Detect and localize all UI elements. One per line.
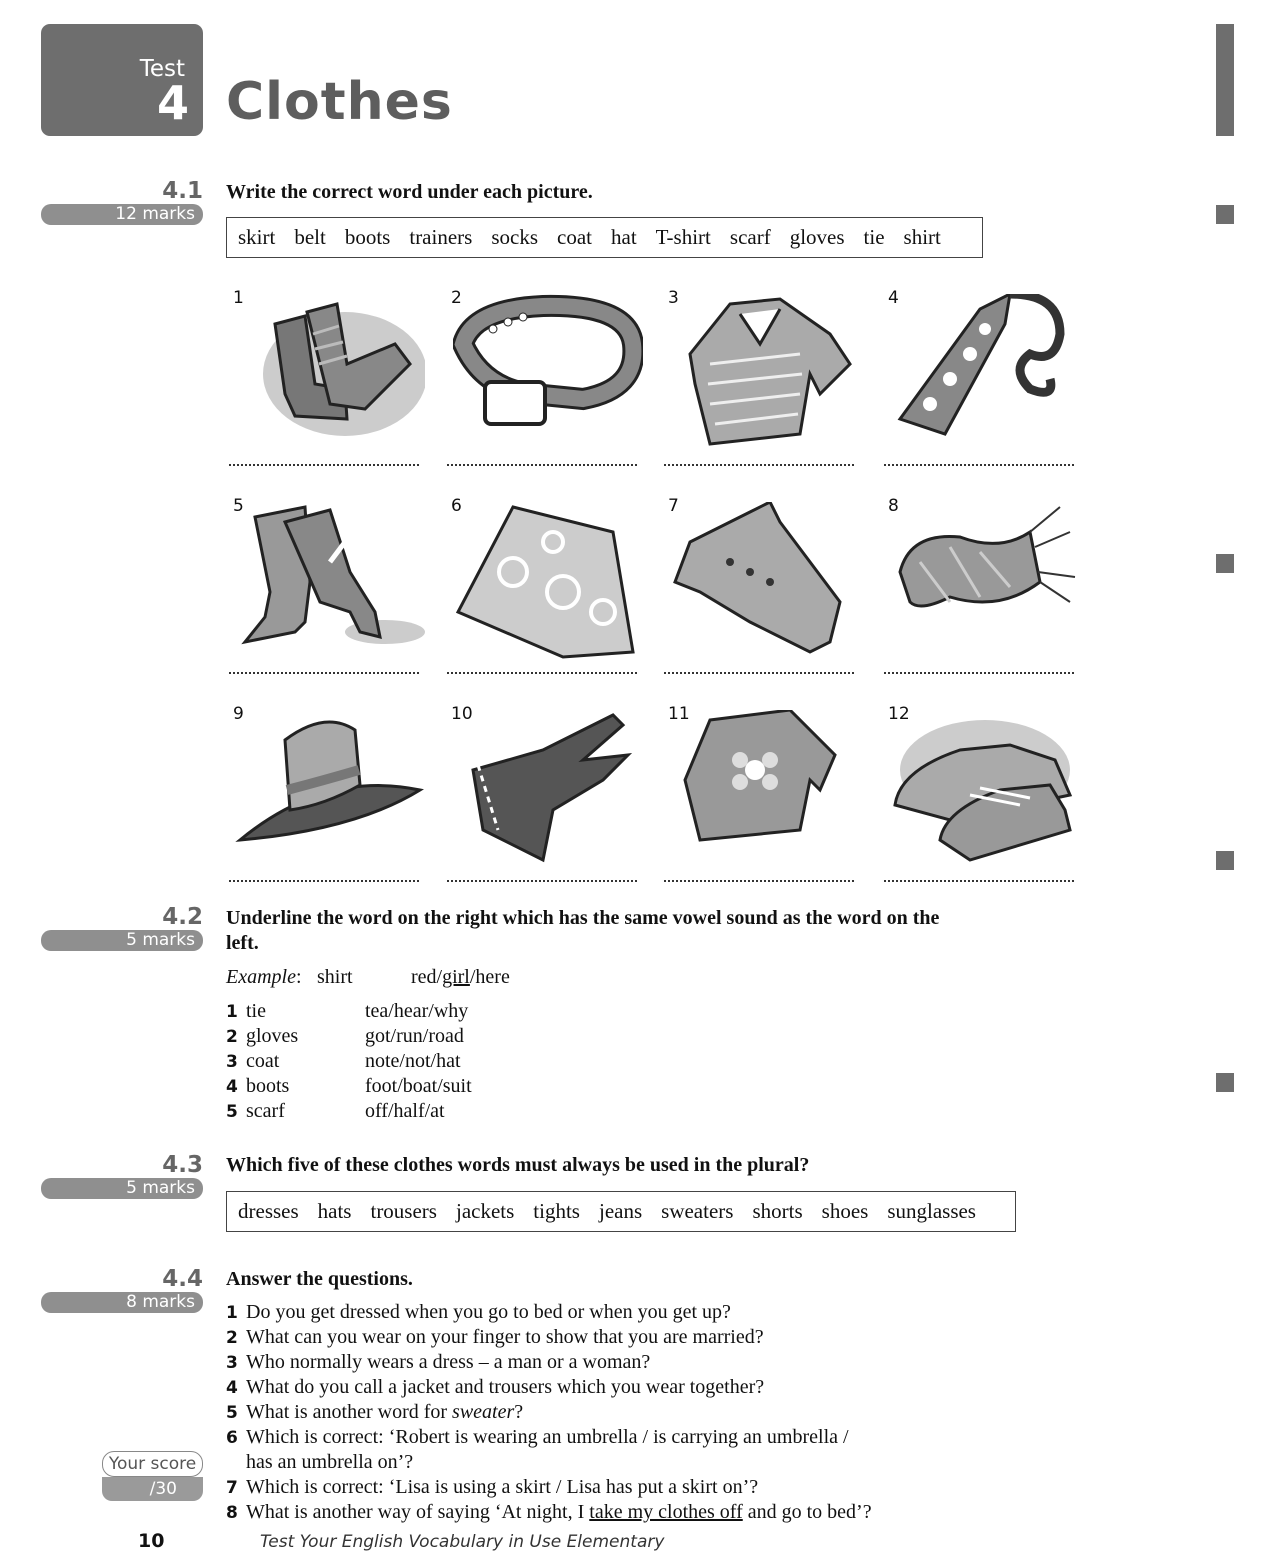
- word-box-item: hat: [611, 225, 637, 249]
- word-box-item: skirt: [238, 225, 276, 249]
- example-answer: girl: [442, 966, 470, 988]
- answer-line[interactable]: [884, 880, 1074, 882]
- instruction: Answer the questions.: [226, 1268, 413, 1290]
- question-text: What do you call a jacket and trousers which you wear together?: [246, 1376, 765, 1398]
- item-options[interactable]: tea/hear/why: [365, 1000, 469, 1022]
- item-word: boots: [246, 1075, 290, 1097]
- coat-icon: [670, 502, 860, 662]
- question-number: 2: [226, 1328, 238, 1348]
- picture-item: [229, 704, 419, 894]
- picture-number: 1: [233, 288, 244, 308]
- question-text: Which is correct: ‘Lisa is using a skirt / Lisa has put a skirt on’?: [246, 1476, 759, 1498]
- picture-number: 6: [451, 496, 462, 516]
- picture-number: 2: [451, 288, 462, 308]
- picture-number: 11: [668, 704, 690, 724]
- vowel-item: [226, 1050, 461, 1073]
- example-colon: :: [295, 966, 302, 988]
- trainers-icon: [890, 710, 1080, 870]
- word-box-item: jeans: [598, 1199, 643, 1223]
- picture-number: 5: [233, 496, 244, 516]
- picture-item: [447, 288, 637, 478]
- test-number: 4: [156, 76, 189, 130]
- marks-badge: 8 marks: [41, 1292, 203, 1313]
- word-box-item: scarf: [729, 225, 771, 249]
- answer-line[interactable]: [229, 464, 419, 466]
- word-box-item: trainers: [409, 225, 473, 249]
- picture-number: 9: [233, 704, 244, 724]
- answer-line[interactable]: [664, 672, 854, 674]
- item-word: gloves: [246, 1025, 299, 1047]
- instruction: Which five of these clothes words must always be used in the plural?: [226, 1154, 810, 1176]
- answer-line[interactable]: [447, 880, 637, 882]
- question-number: 1: [226, 1303, 238, 1323]
- section-number: 4.1: [162, 178, 203, 204]
- side-marker: [1216, 554, 1234, 573]
- page-title: Clothes: [226, 72, 453, 132]
- picture-number: 4: [888, 288, 899, 308]
- picture-item: [884, 496, 1074, 686]
- word-box-item: belt: [294, 225, 326, 249]
- question-number: 4: [226, 1378, 238, 1398]
- word-box-item: jackets: [455, 1199, 515, 1223]
- section-number: 4.2: [162, 904, 203, 930]
- question-number: 6: [226, 1428, 238, 1448]
- item-options[interactable]: foot/boat/suit: [365, 1075, 472, 1097]
- word-box-item: coat: [557, 225, 592, 249]
- tshirt-icon: [670, 710, 860, 870]
- question: [226, 1326, 764, 1349]
- boots-icon: [235, 502, 425, 662]
- word-box-item: socks: [491, 225, 539, 249]
- answer-line[interactable]: [229, 880, 419, 882]
- answer-line[interactable]: [447, 464, 637, 466]
- scarf-icon: [890, 502, 1080, 662]
- test-label-box: [41, 24, 203, 136]
- question: [226, 1401, 523, 1424]
- vowel-item: [226, 1100, 445, 1123]
- word-box-item: shoes: [821, 1199, 869, 1223]
- score-label: Your score: [102, 1451, 203, 1477]
- socks-icon: [235, 294, 425, 454]
- example-option: /here: [469, 966, 510, 988]
- book-title: Test Your English Vocabulary in Use Elementary: [260, 1532, 665, 1552]
- picture-item: [229, 288, 419, 478]
- example-option: red/: [411, 966, 443, 988]
- picture-item: [664, 288, 854, 478]
- section-number: 4.4: [162, 1266, 203, 1292]
- question-text: Who normally wears a dress – a man or a woman?: [246, 1351, 651, 1373]
- question-number: 7: [226, 1478, 238, 1498]
- item-word: coat: [246, 1050, 280, 1072]
- tie-icon: [890, 294, 1080, 454]
- picture-number: 3: [668, 288, 679, 308]
- word-box-item: sunglasses: [887, 1199, 976, 1223]
- picture-item: [664, 496, 854, 686]
- word-box-item: trousers: [370, 1199, 437, 1223]
- instruction: Underline the word on the right which has the same vowel sound as the word on the: [226, 907, 940, 929]
- skirt-icon: [453, 502, 643, 662]
- question-italic: sweater: [452, 1401, 515, 1423]
- side-marker: [1216, 851, 1234, 870]
- vowel-item: [226, 1000, 469, 1023]
- question: [226, 1476, 758, 1499]
- side-tab-bar: [1216, 24, 1234, 136]
- gloves-icon: [453, 710, 643, 870]
- question-text: Do you get dressed when you go to bed or when you get up?: [246, 1301, 731, 1323]
- belt-icon: [453, 294, 643, 454]
- answer-line[interactable]: [664, 464, 854, 466]
- question-text-end: ?: [514, 1401, 524, 1423]
- score-box: [102, 1451, 203, 1501]
- question: [226, 1301, 731, 1324]
- item-number: 3: [226, 1052, 238, 1072]
- example-label: Example: [226, 966, 296, 988]
- instruction: Write the correct word under each picture.: [226, 181, 593, 203]
- question-underlined: take my clothes off: [589, 1501, 743, 1523]
- word-box: [226, 217, 983, 258]
- question-text-end: and go to bed’?: [742, 1501, 872, 1523]
- word-box: [226, 1191, 1016, 1232]
- word-box-item: boots: [344, 225, 391, 249]
- vowel-item: [226, 1075, 472, 1098]
- question: [226, 1351, 650, 1374]
- page-number: 10: [138, 1530, 165, 1552]
- item-number: 2: [226, 1027, 238, 1047]
- hat-icon: [235, 710, 425, 870]
- example-line: [226, 966, 510, 989]
- side-marker: [1216, 205, 1234, 224]
- question: [226, 1501, 872, 1524]
- answer-line[interactable]: [229, 672, 419, 674]
- word-box-item: shorts: [752, 1199, 803, 1223]
- item-number: 1: [226, 1002, 238, 1022]
- section-number: 4.3: [162, 1152, 203, 1178]
- item-number: 5: [226, 1102, 238, 1122]
- word-box-item: tie: [863, 225, 885, 249]
- question-text: What can you wear on your finger to show that you are married?: [246, 1326, 764, 1348]
- marks-badge: 5 marks: [41, 1178, 203, 1199]
- question-text: What is another way of saying ‘At night, I: [246, 1501, 590, 1523]
- word-box-item: T-shirt: [655, 225, 711, 249]
- word-box-item: hats: [317, 1199, 352, 1223]
- picture-number: 7: [668, 496, 679, 516]
- picture-item: [447, 704, 637, 894]
- word-box-item: dresses: [238, 1199, 299, 1223]
- example-word: shirt: [317, 966, 353, 988]
- score-total[interactable]: /30: [102, 1477, 203, 1501]
- test-word: Test: [139, 56, 185, 82]
- picture-item: [884, 704, 1074, 894]
- question-text: Which is correct: ‘Robert is wearing an umbrella / is carrying an umbrella /: [246, 1426, 849, 1448]
- question-continued: has an umbrella on’?: [246, 1451, 414, 1473]
- answer-line[interactable]: [664, 880, 854, 882]
- picture-number: 10: [451, 704, 473, 724]
- word-box-item: shirt: [903, 225, 941, 249]
- marks-badge: 5 marks: [41, 930, 203, 951]
- question: [226, 1426, 849, 1449]
- item-word: tie: [246, 1000, 266, 1022]
- question: [226, 1376, 764, 1399]
- question-number: 3: [226, 1353, 238, 1373]
- marks-badge: 12 marks: [41, 204, 203, 225]
- picture-item: [664, 704, 854, 894]
- picture-item: [229, 496, 419, 686]
- item-options[interactable]: note/not/hat: [365, 1050, 461, 1072]
- shirt-icon: [670, 294, 860, 454]
- answer-line[interactable]: [884, 464, 1074, 466]
- word-box-item: gloves: [789, 225, 845, 249]
- picture-number: 12: [888, 704, 910, 724]
- item-word: scarf: [246, 1100, 285, 1122]
- vowel-item: [226, 1025, 464, 1048]
- word-box-item: tights: [533, 1199, 580, 1223]
- question-number: 5: [226, 1403, 238, 1423]
- item-options[interactable]: got/run/road: [365, 1025, 464, 1047]
- picture-number: 8: [888, 496, 899, 516]
- answer-line[interactable]: [447, 672, 637, 674]
- question-number: 8: [226, 1503, 238, 1523]
- word-box-item: sweaters: [661, 1199, 734, 1223]
- item-number: 4: [226, 1077, 238, 1097]
- side-marker: [1216, 1073, 1234, 1092]
- instruction-continued: left.: [226, 932, 259, 954]
- picture-item: [884, 288, 1074, 478]
- answer-line[interactable]: [884, 672, 1074, 674]
- item-options[interactable]: off/half/at: [365, 1100, 445, 1122]
- picture-item: [447, 496, 637, 686]
- question-text: What is another word for: [246, 1401, 453, 1423]
